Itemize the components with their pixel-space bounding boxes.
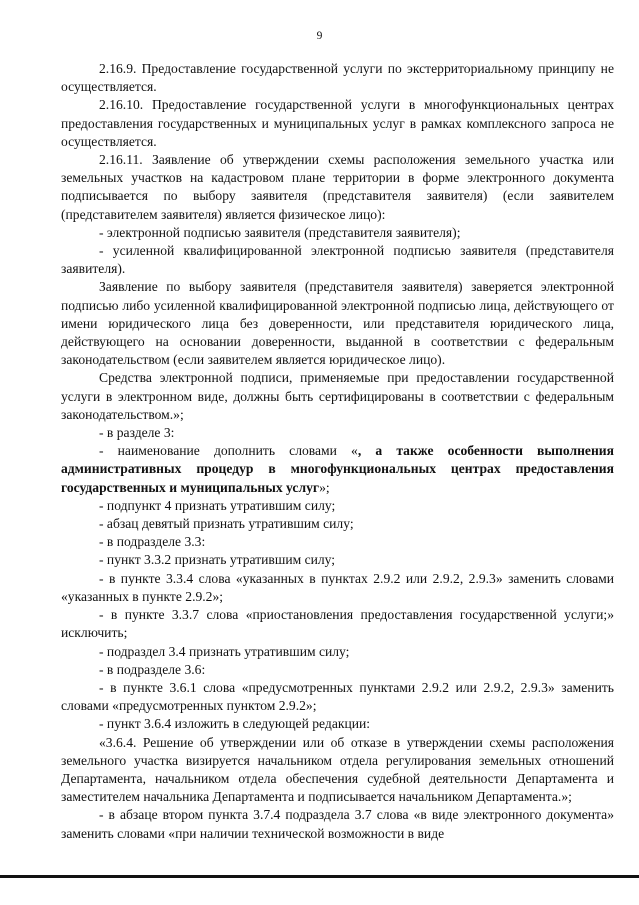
- paragraph-3-6-1: - в пункте 3.6.1 слова «предусмотренных пунктами 2.9.2 или 2.9.2, 2.9.3» заменить словами «предусмотренных пунктом 2.9.2»;: [61, 679, 614, 714]
- bottom-rule: [0, 875, 639, 878]
- paragraph-3-6-4-text: «3.6.4. Решение об утверждении или об отказе в утверждении схемы расположения земельного участка визируется начальником отдела регулирования земельных отношений Департамента, начальником отдела обеспечения судебной деятельности Департамента и заместителем начальника Департамента и подписывается начальником Департамента.»;: [61, 734, 614, 805]
- section-3-name-bold-addition: , а также особенности выполнения административных процедур в многофункциональных центрах предоставления государственных и муниципальных услуг: [61, 443, 614, 495]
- paragraph-subsection-3-6: - в подразделе 3.6:: [99, 661, 206, 677]
- paragraph-section-3: - в разделе 3:: [99, 425, 175, 441]
- paragraph-ninth-abzac: - абзац девятый признать утратившим силу;: [99, 516, 354, 532]
- list-item-electronic-signature: - электронной подписью заявителя (представителя заявителя);: [99, 224, 461, 240]
- paragraph-signature-tools: Средства электронной подписи, применяемые при предоставлении государственной услуги в электронном виде, должны быть сертифицированы в соответствии с федеральным законодательством.»;: [61, 370, 614, 422]
- paragraph-section-3-name: [61, 442, 614, 497]
- list-item-qualified-signature: - усиленной квалифицированной электронной подписью заявителя (представителя заявителя).: [61, 243, 614, 277]
- paragraph-2-16-9: 2.16.9. Предоставление государственной услуги по экстерриториальному принципу не осуществляется.: [61, 61, 614, 95]
- paragraph-2-16-10: 2.16.10. Предоставление государственной услуги в многофункциональных центрах предоставления государственных и муниципальных услуг в рамках комплексного запроса не осуществляется.: [61, 97, 614, 149]
- section-3-name-suffix: »;: [319, 479, 330, 495]
- paragraph-3-7-4: - в абзаце втором пункта 3.7.4 подраздела 3.7 слова «в виде электронного документа» заменить словами «при наличии технической возможности в виде: [61, 807, 614, 841]
- paragraph-3-3-2: - пункт 3.3.2 признать утратившим силу;: [99, 552, 336, 568]
- paragraph-subitem-4: - подпункт 4 признать утратившим силу;: [99, 497, 336, 513]
- paragraph-3-3-7: - в пункте 3.3.7 слова «приостановления предоставления государственной услуги;» исключить;: [61, 607, 614, 641]
- paragraph-subsection-3-4: - подраздел 3.4 признать утратившим силу;: [99, 643, 350, 659]
- paragraph-2-16-11: 2.16.11. Заявление об утверждении схемы расположения земельного участка или земельных участков на кадастровом плане территории в форме электронного документа подписывается по выбору заявителя (представителя заявителя) (если заявителем (представителем заявителя) является физическое лицо):: [61, 152, 614, 222]
- document-body: [61, 60, 614, 843]
- paragraph-legal-entity-signature: Заявление по выбору заявителя (представителя заявителя) заверяется электронной подписью либо усиленной квалифицированной электронной подписью лица, действующего от имени юридического лица без доверенности, или представителя юридического лица, действующего на основании доверенности, выданной в соответствии с федеральным законодательством (если заявителем является юридическое лицо).: [61, 279, 614, 368]
- paragraph-subsection-3-3: - в подразделе 3.3:: [99, 534, 206, 550]
- paragraph-3-6-4-intro: - пункт 3.6.4 изложить в следующей редакции:: [99, 716, 371, 732]
- paragraph-3-3-4: - в пункте 3.3.4 слова «указанных в пунктах 2.9.2 или 2.9.2, 2.9.3» заменить словами «указанных в пункте 2.9.2»;: [61, 570, 614, 604]
- page-number: 9: [316, 30, 323, 42]
- section-3-name-prefix: - наименование дополнить словами «: [99, 443, 358, 459]
